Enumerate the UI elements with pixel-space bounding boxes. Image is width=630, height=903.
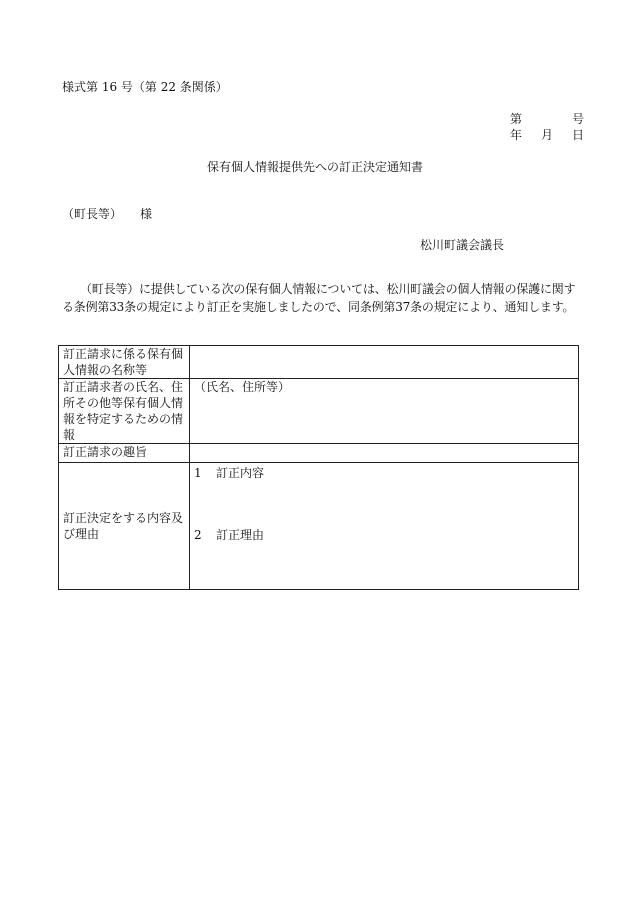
table-row bbox=[59, 444, 579, 463]
date-day: 日 bbox=[571, 128, 584, 142]
table-row bbox=[59, 379, 579, 444]
form-number: 様式第 16 号（第 22 条関係） bbox=[62, 80, 228, 94]
row-value-decision bbox=[190, 463, 579, 590]
row-value-info-name bbox=[190, 346, 579, 379]
issuer-name: 松川町議会議長 bbox=[420, 238, 505, 252]
decision-item-number: 2 bbox=[194, 528, 202, 542]
document-title: 保有個人情報提供先への訂正決定通知書 bbox=[206, 160, 423, 174]
doc-number-suffix: 号 bbox=[571, 112, 584, 126]
row-label-info-name: 訂正請求に係る保有個人情報の名称等 bbox=[59, 346, 190, 379]
row-value-request-purpose bbox=[190, 444, 579, 463]
addressee bbox=[62, 205, 152, 222]
row-label-requester-info: 訂正請求者の氏名、住所その他等保有個人情報を特定するための情報 bbox=[59, 379, 190, 444]
table-row bbox=[59, 346, 579, 379]
decision-item-text: 訂正理由 bbox=[216, 528, 265, 542]
date-year: 年 bbox=[510, 128, 523, 142]
decision-item bbox=[194, 527, 574, 543]
row-label-request-purpose: 訂正請求の趣旨 bbox=[59, 444, 190, 463]
addressee-honorific: 様 bbox=[140, 207, 153, 221]
table-row bbox=[59, 463, 579, 590]
decision-item bbox=[194, 465, 574, 481]
date-line bbox=[510, 126, 584, 143]
decision-item-number: 1 bbox=[194, 466, 202, 480]
body-text: （町長等）に提供している次の保有個人情報については、松川町議会の個人情報の保護に関する条例第33条の規定により訂正を実施しましたので、同条例第37条の規定により、通知します。 bbox=[62, 282, 576, 314]
decision-item-text: 訂正内容 bbox=[216, 466, 265, 480]
row-label-decision: 訂正決定をする内容及び理由 bbox=[59, 463, 190, 590]
date-month: 月 bbox=[540, 128, 553, 142]
addressee-name: （町長等） bbox=[62, 207, 123, 221]
document-number-line bbox=[510, 110, 584, 127]
row-value-requester-info: （氏名、住所等） bbox=[190, 379, 579, 444]
doc-number-prefix: 第 bbox=[510, 112, 523, 126]
notice-table bbox=[58, 345, 579, 590]
